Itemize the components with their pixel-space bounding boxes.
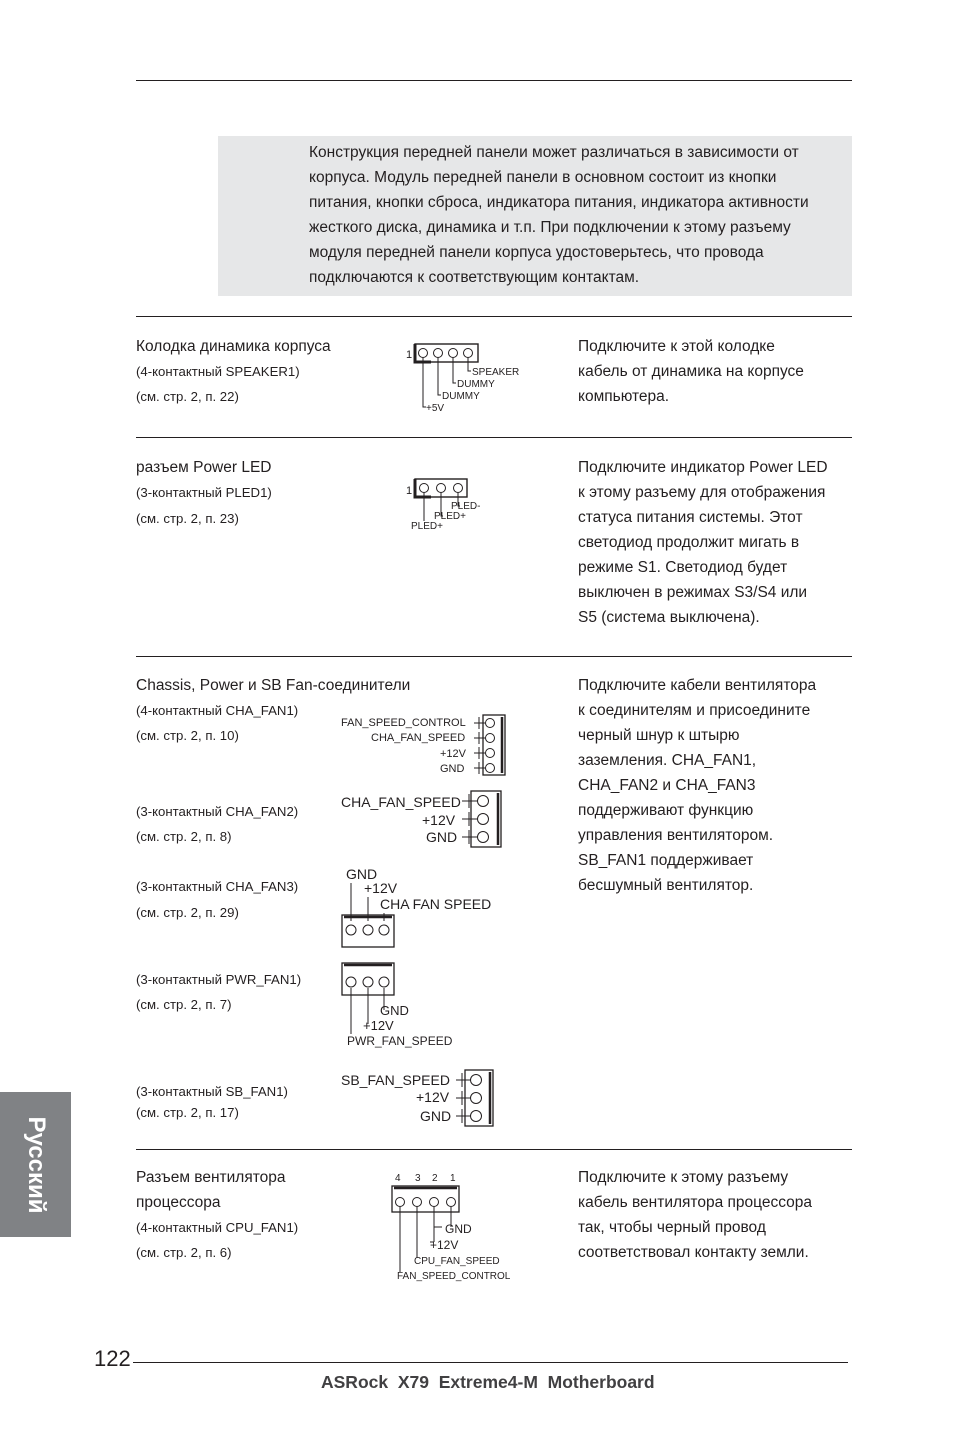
12v-label: +12V bbox=[422, 812, 456, 828]
fans-desc bbox=[578, 673, 816, 898]
desc-line: компьютера. bbox=[578, 388, 670, 405]
desc-line: так, чтобы черный провод bbox=[578, 1219, 766, 1236]
desc-line: к соединителям и присоедините bbox=[578, 702, 811, 719]
sb-fan1-ref: (см. стр. 2, п. 17) bbox=[136, 1105, 239, 1120]
desc-line: светодиод продолжит мигать в bbox=[578, 534, 800, 551]
desc-line: управления вентилятором. bbox=[578, 827, 774, 844]
cha-fan-speed-label: CHA_FAN_SPEED bbox=[341, 794, 461, 810]
note-text bbox=[309, 140, 869, 290]
speaker-pins: (4-контактный SPEAKER1) bbox=[136, 364, 300, 379]
12v-label: +12V bbox=[363, 1018, 394, 1033]
desc-line: к этому разъему для отображения bbox=[578, 484, 826, 501]
desc-line: выключен в режимах S3/S4 или bbox=[578, 584, 808, 601]
pwr-fan1-ref: (см. стр. 2, п. 7) bbox=[136, 997, 232, 1012]
pwr-fan1-pins: (3-контактный PWR_FAN1) bbox=[136, 972, 302, 987]
cha-fan3-ref: (см. стр. 2, п. 29) bbox=[136, 905, 239, 920]
desc-line: поддерживают функцию bbox=[578, 802, 754, 819]
desc-line: бесшумный вентилятор. bbox=[578, 877, 754, 894]
gnd-label: GND bbox=[426, 829, 458, 845]
gnd-label: GND bbox=[440, 763, 465, 775]
gnd-label: GND bbox=[420, 1108, 452, 1124]
12v-label: +12V bbox=[416, 1089, 450, 1105]
cha-fan3-pins: (3-контактный CHA_FAN3) bbox=[136, 879, 299, 894]
cpu-fan1-pins: (4-контактный CPU_FAN1) bbox=[136, 1220, 299, 1235]
language-tab bbox=[0, 1092, 71, 1237]
footer-title: ASRock X79 Extreme4-M Motherboard bbox=[321, 1372, 655, 1392]
sb-fan1-diagram bbox=[338, 1068, 508, 1130]
desc-line: соответствовал контакту земли. bbox=[578, 1244, 809, 1261]
gnd-label: GND bbox=[346, 866, 378, 882]
pled-header-diagram bbox=[405, 476, 495, 536]
cha-fan1-diagram bbox=[338, 712, 508, 778]
language-tab-label: Русский bbox=[22, 1116, 50, 1213]
pin-number: 1 bbox=[450, 1173, 456, 1184]
speaker-header-diagram bbox=[405, 340, 520, 415]
speaker-title: Колодка динамика корпуса bbox=[136, 338, 331, 355]
desc-line: статуса питания системы. Этот bbox=[578, 509, 803, 526]
section-rule bbox=[136, 316, 852, 317]
note-line: модуля передней панели корпуса удостоверьтесь, что провода bbox=[309, 244, 764, 261]
desc-line: кабель от динамика на корпусе bbox=[578, 363, 804, 380]
desc-line: SB_FAN1 поддерживает bbox=[578, 852, 754, 869]
desc-line: S5 (система выключена). bbox=[578, 609, 760, 626]
section-rule bbox=[136, 437, 852, 438]
pled-ref: (см. стр. 2, п. 23) bbox=[136, 511, 239, 526]
cpu-fan1-ref: (см. стр. 2, п. 6) bbox=[136, 1245, 232, 1260]
pin-number: 2 bbox=[432, 1173, 438, 1184]
fan-speed-control-label: FAN_SPEED_CONTROL bbox=[397, 1271, 511, 1282]
12v-label: +12V bbox=[440, 748, 466, 760]
cpu-title-line1: Разъем вентилятора bbox=[136, 1169, 286, 1186]
note-line: подключаются к соответствующим контактам. bbox=[309, 269, 640, 286]
note-line: корпуса. Модуль передней панели в основном состоит из кнопки bbox=[309, 169, 777, 186]
note-line: питания, кнопки сброса, индикатора питания, индикатора активности bbox=[309, 194, 809, 211]
speaker-pin-label: SPEAKER bbox=[472, 367, 520, 378]
pled-desc bbox=[578, 455, 828, 630]
cha-fan2-diagram bbox=[338, 789, 508, 851]
desc-line: кабель вентилятора процессора bbox=[578, 1194, 812, 1211]
pled-minus-label: PLED- bbox=[451, 501, 481, 512]
cpu-fan1-diagram bbox=[390, 1170, 520, 1285]
12v-label: +12V bbox=[430, 1238, 459, 1252]
pwr-fan1-diagram bbox=[338, 960, 508, 1050]
desc-line: черный шнур к штырю bbox=[578, 727, 740, 744]
top-rule bbox=[136, 80, 852, 81]
cha-fan-speed-label: CHA FAN SPEED bbox=[380, 896, 492, 912]
dummy-pin-label: DUMMY bbox=[442, 391, 480, 402]
desc-line: Подключите кабели вентилятора bbox=[578, 677, 817, 694]
cha-fan2-ref: (см. стр. 2, п. 8) bbox=[136, 829, 232, 844]
cha-fan1-ref: (см. стр. 2, п. 10) bbox=[136, 728, 239, 743]
page-number: 122 bbox=[94, 1346, 131, 1371]
fan-speed-control-label: FAN_SPEED_CONTROL bbox=[341, 717, 466, 729]
pin1-label: 1 bbox=[406, 485, 413, 497]
desc-line: Подключите к этой колодке bbox=[578, 338, 775, 355]
cha-fan3-diagram bbox=[338, 863, 508, 953]
note-line: жесткого диска, динамика и т.п. При подключении к этому разъему bbox=[309, 219, 791, 236]
gnd-label: GND bbox=[380, 1003, 409, 1018]
desc-line: Подключите к этому разъему bbox=[578, 1169, 789, 1186]
section-rule bbox=[136, 656, 852, 657]
speaker-desc bbox=[578, 334, 804, 409]
cpu-fan-speed-label: CPU_FAN_SPEED bbox=[414, 1256, 500, 1267]
pin-number: 3 bbox=[415, 1173, 421, 1184]
pin1-label: 1 bbox=[406, 349, 413, 361]
sb-fan1-pins: (3-контактный SB_FAN1) bbox=[136, 1084, 288, 1099]
pin-number: 4 bbox=[395, 1173, 401, 1184]
desc-line: Подключите индикатор Power LED bbox=[578, 459, 828, 476]
fans-title: Chassis, Power и SB Fan-соединители bbox=[136, 677, 411, 694]
cha-fan-speed-label: CHA_FAN_SPEED bbox=[371, 732, 466, 744]
gnd-label: GND bbox=[445, 1222, 472, 1236]
cpu-title-line2: процессора bbox=[136, 1194, 221, 1211]
pled-pins: (3-контактный PLED1) bbox=[136, 485, 272, 500]
speaker-ref: (см. стр. 2, п. 22) bbox=[136, 389, 239, 404]
pled-plus-label: PLED+ bbox=[434, 511, 466, 522]
desc-line: CHA_FAN2 и CHA_FAN3 bbox=[578, 777, 756, 794]
footer-rule bbox=[133, 1362, 848, 1363]
cha-fan2-pins: (3-контактный CHA_FAN2) bbox=[136, 804, 299, 819]
cha-fan1-pins: (4-контактный CHA_FAN1) bbox=[136, 703, 299, 718]
pled-plus-label: PLED+ bbox=[411, 521, 443, 532]
sb-fan-speed-label: SB_FAN_SPEED bbox=[341, 1072, 450, 1088]
note-line: Конструкция передней панели может различаться в зависимости от bbox=[309, 144, 799, 161]
desc-line: заземления. CHA_FAN1, bbox=[578, 752, 757, 769]
section-rule bbox=[136, 1149, 852, 1150]
cpu-desc bbox=[578, 1165, 812, 1265]
desc-line: режиме S1. Светодиод будет bbox=[578, 559, 788, 576]
5v-pin-label: +5V bbox=[426, 403, 445, 414]
dummy-pin-label: DUMMY bbox=[457, 379, 495, 390]
pled-title: разъем Power LED bbox=[136, 459, 272, 476]
pwr-fan-speed-label: PWR_FAN_SPEED bbox=[347, 1034, 453, 1048]
12v-label: +12V bbox=[364, 880, 398, 896]
